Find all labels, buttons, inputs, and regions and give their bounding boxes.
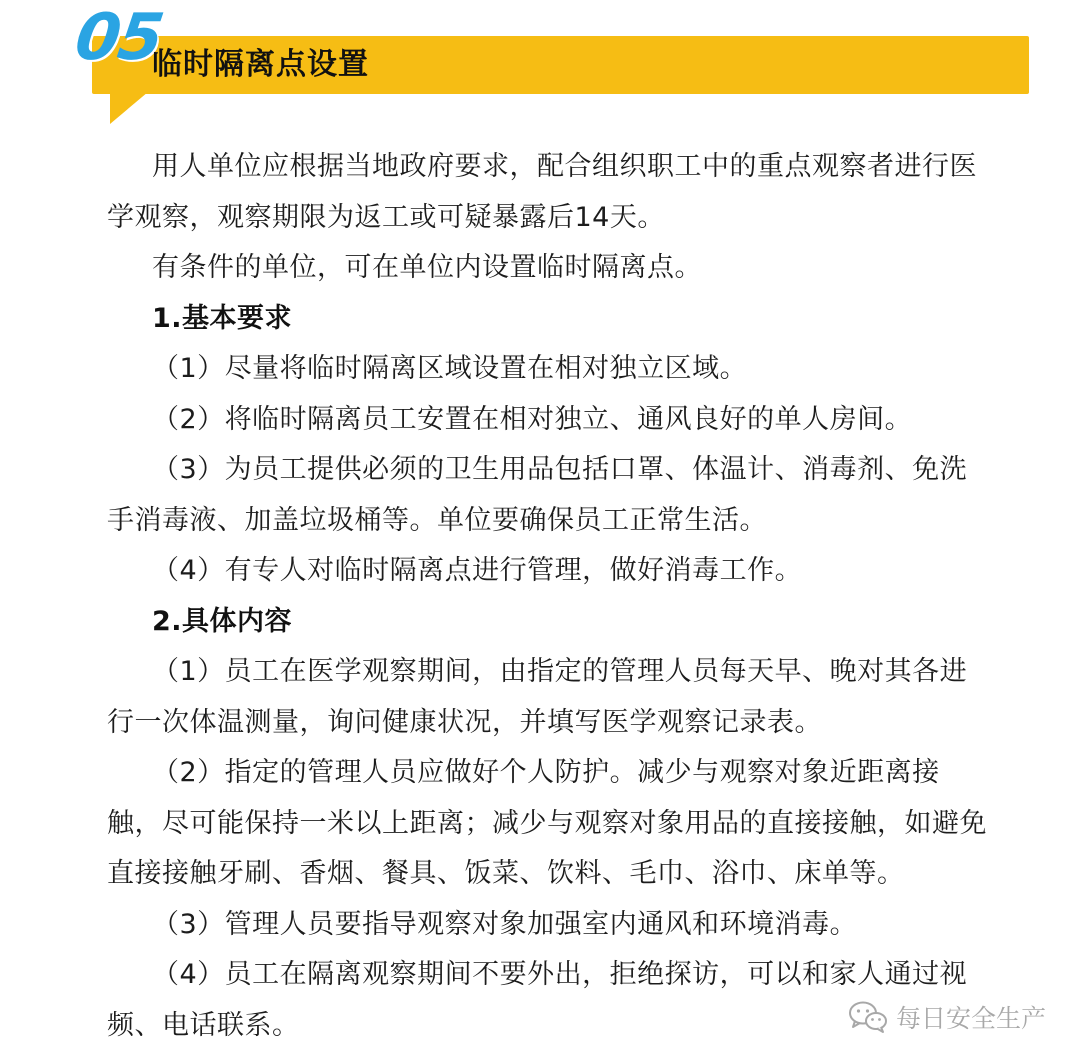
subheading-specific-content: 2.具体内容: [152, 605, 293, 637]
requirement-item-1: （1）尽量将临时隔离区域设置在相对独立区域。: [152, 353, 748, 384]
banner-tail-decoration: [110, 92, 148, 124]
content-item-2: （2）指定的管理人员应做好个人防护。减少与观察对象近距离接触，尽可能保持一米以上距离；减少与观察对象用品的直接接触，如避免直接接触牙刷、香烟、餐具、饭菜、饮料、毛巾、浴巾、床单等。: [107, 757, 987, 889]
requirement-item-4: （4）有专人对临时隔离点进行管理，做好消毒工作。: [152, 555, 803, 586]
watermark-text: 每日安全生产: [895, 1004, 1046, 1033]
section-title: 临时隔离点设置: [152, 47, 369, 82]
wechat-icon: [848, 1000, 888, 1034]
article-body: [107, 142, 987, 1051]
subheading-basic-requirements: 1.基本要求: [152, 302, 293, 334]
content-item-3: （3）管理人员要指导观察对象加强室内通风和环境消毒。: [152, 908, 858, 940]
requirement-item-2: （2）将临时隔离员工安置在相对独立、通风良好的单人房间。: [152, 403, 913, 435]
watermark: [848, 995, 1046, 1039]
intro-paragraph-2: 有条件的单位，可在单位内设置临时隔离点。: [152, 252, 702, 283]
section-number: 05: [70, 1, 167, 75]
content-item-4: （4）员工在隔离观察期间不要外出，拒绝探访，可以和家人通过视频、电话联系。: [107, 959, 968, 1041]
content-item-1: （1）员工在医学观察期间，由指定的管理人员每天早、晚对其各进行一次体温测量，询问健康状况，并填写医学观察记录表。: [107, 656, 968, 738]
intro-paragraph: 用人单位应根据当地政府要求，配合组织职工中的重点观察者进行医学观察，观察期限为返工或可疑暴露后14天。: [107, 151, 977, 233]
requirement-item-3: （3）为员工提供必须的卫生用品包括口罩、体温计、消毒剂、免洗手消毒液、加盖垃圾桶等。单位要确保员工正常生活。: [107, 454, 968, 536]
